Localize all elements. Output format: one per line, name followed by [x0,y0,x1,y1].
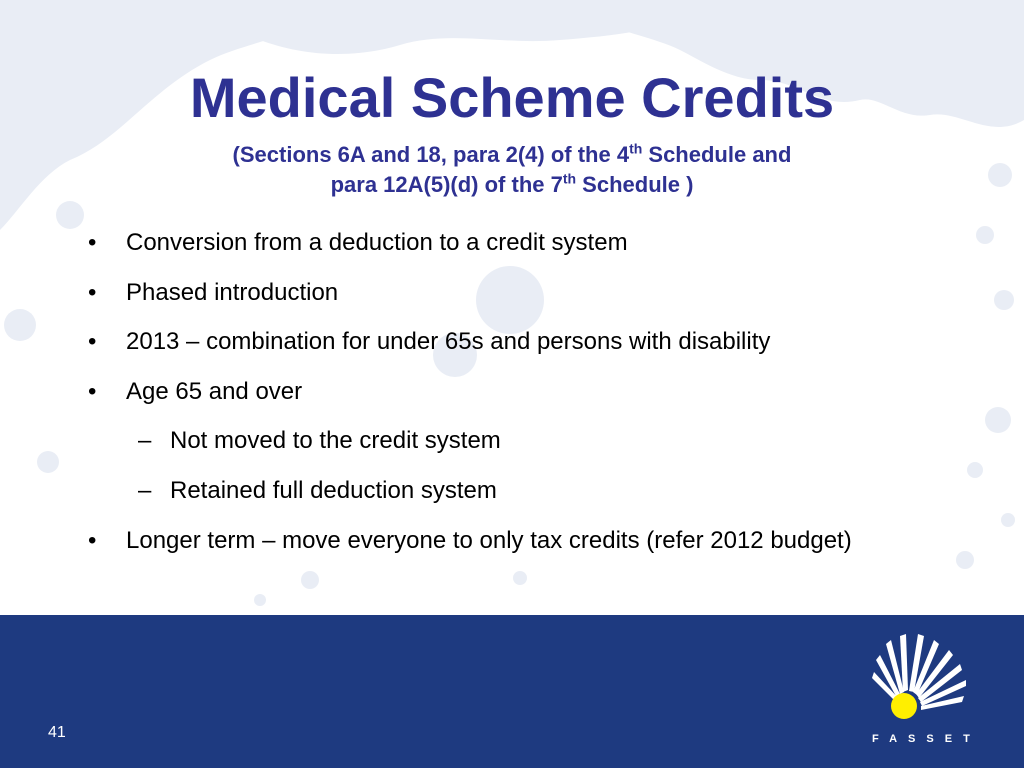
subtitle-line2-part2: Schedule ) [576,172,694,197]
slide-number: 41 [48,724,66,741]
bullet-item: • Age 65 and over [88,377,908,407]
bullet-list [88,228,908,575]
subtitle-line1-part1: (Sections 6A and 18, para 2(4) of the 4 [232,142,630,167]
bullet-item: • Longer term – move everyone to only tax credits (refer 2012 budget) [88,526,908,556]
bullet-item: • 2013 – combination for under 65s and persons with disability [88,327,908,357]
fasset-logo-text: FASSET [872,733,981,745]
subtitle-line2-part1: para 12A(5)(d) of the 7 [330,172,563,197]
fasset-logo-icon [870,630,980,720]
subtitle-line1-part2: Schedule and [642,142,792,167]
slide-title: Medical Scheme Credits [189,66,835,129]
sub-bullet-item: – Retained full deduction system [88,476,908,506]
bullet-item: • Conversion from a deduction to a credit system [88,228,908,258]
bullet-item: • Phased introduction [88,278,908,308]
sub-bullet-item: – Not moved to the credit system [88,426,908,456]
slide-subtitle [140,140,884,200]
subtitle-line2-superscript: th [562,170,577,187]
subtitle-line1-superscript: th [629,140,643,157]
